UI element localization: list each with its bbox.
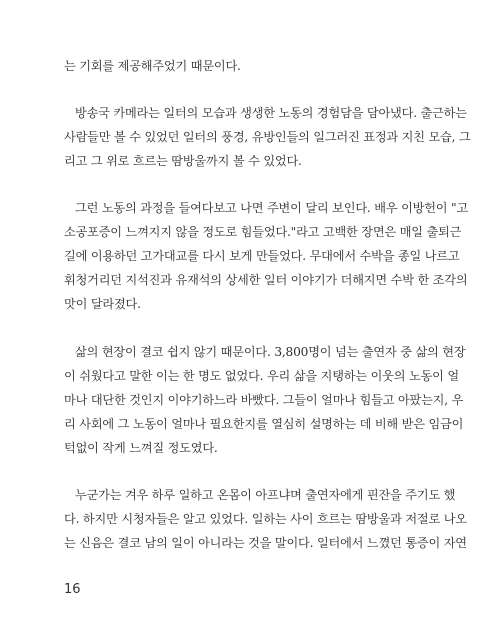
text-line: 삶의 현장이 결코 쉽지 않기 때문이다. 3,800명이 넘는 출연자 중 삶의 현장 xyxy=(75,345,466,359)
text-line: 는 기회를 제공해주었기 때문이다. xyxy=(64,59,241,73)
text-line: 누군가는 겨우 하루 일하고 온몸이 아프냐며 출연자에게 핀잔을 주기도 했 xyxy=(75,488,456,502)
text-line: 이 쉬웠다고 말한 이는 한 명도 없었다. 우리 삶을 지탱하는 이웃의 노동이 얼 xyxy=(64,369,459,383)
text-line: 다. 하지만 시청자들은 알고 있었다. 일하는 사이 흐르는 땀방울과 저절로 나오 xyxy=(64,512,467,526)
text-line: 휘청거리던 지석진과 유재석의 상세한 일터 이야기가 더해지면 수박 한 조각의 xyxy=(64,273,468,287)
text-line: 턱없이 작게 느껴질 정도였다. xyxy=(64,441,218,455)
page-number: 16 xyxy=(64,582,81,597)
text-line: 길에 이용하던 고가대교를 다시 보게 만들었다. 무대에서 수박을 종일 나르고 xyxy=(64,249,460,263)
text-line: 마나 대단한 것인지 이야기하느라 바빴다. 그들이 얼마나 힘들고 아팠는지, 우 xyxy=(64,393,464,407)
text-line: 소공포증이 느껴지지 않을 정도로 힘들었다."라고 고백한 장면은 매일 출퇴근 xyxy=(64,225,462,239)
text-line: 리 사회에 그 노동이 얼마나 필요한지를 열심히 설명하는 데 비해 받은 임금이 xyxy=(64,417,464,431)
text-line: 그런 노동의 과정을 들여다보고 나면 주변이 달리 보인다. 배우 이방헌이 "고 xyxy=(75,201,469,215)
text-line: 방송국 카메라는 일터의 모습과 생생한 노동의 경험담을 담아냈다. 출근하는 xyxy=(75,106,467,120)
text-line: 리고 그 위로 흐르는 땀방울까지 볼 수 있었다. xyxy=(64,154,302,168)
text-line: 사람들만 볼 수 있었던 일터의 풍경, 유방인들의 일그러진 표정과 지친 모습, 그 xyxy=(64,130,471,144)
text-line: 는 신음은 결코 남의 일이 아니라는 것을 말이다. 일터에서 느꼈던 통증이 자연 xyxy=(64,536,467,550)
text-line: 맛이 달라졌다. xyxy=(64,297,141,311)
